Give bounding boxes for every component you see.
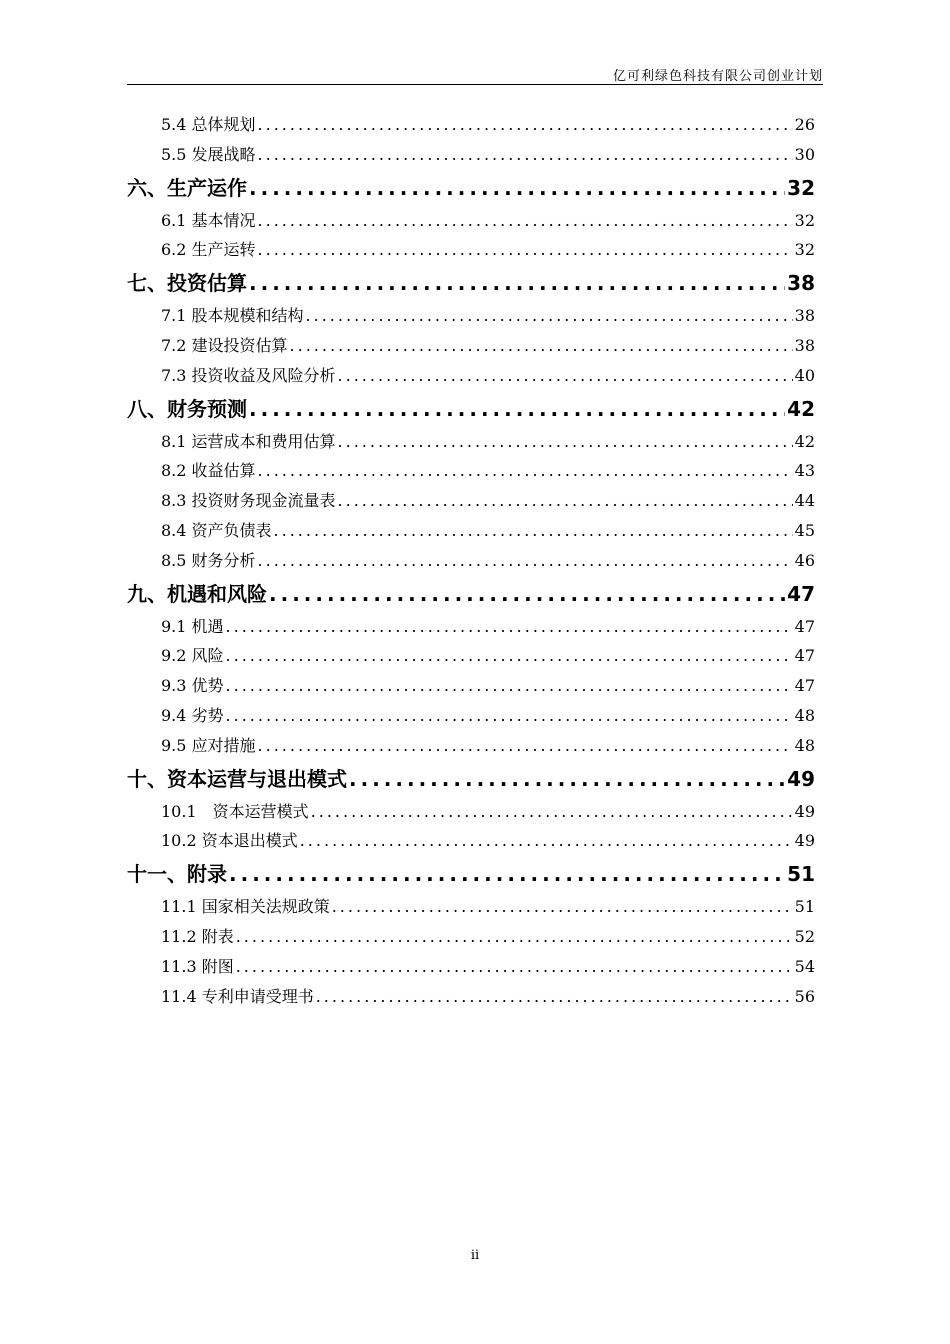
toc-entry-page: 56 — [794, 986, 815, 1006]
toc-entry-label: 6.2 生产运转 — [161, 240, 256, 260]
toc-leader-dots — [316, 982, 793, 1012]
toc-entry-label: 6.1 基本情况 — [161, 210, 256, 230]
toc-entry-page: 47 — [794, 616, 815, 636]
toc-entry-page: 49 — [794, 831, 815, 851]
toc-entry[interactable] — [127, 892, 815, 922]
toc-entry-page: 51 — [794, 897, 815, 917]
toc-entry[interactable] — [127, 826, 815, 856]
toc-entry-label: 7.3 投资收益及风险分析 — [161, 365, 336, 385]
toc-entry-page: 40 — [794, 365, 815, 385]
toc-entry[interactable] — [127, 982, 815, 1012]
toc-entry-label: 8.4 资产负债表 — [161, 520, 272, 540]
toc-leader-dots — [306, 301, 793, 331]
toc-entry[interactable] — [127, 797, 815, 827]
toc-entry-label: 5.5 发展战略 — [161, 144, 256, 164]
toc-leader-dots — [332, 892, 793, 922]
toc-leader-dots — [338, 361, 793, 391]
toc-entry[interactable] — [127, 516, 815, 546]
toc-leader-dots — [274, 516, 793, 546]
toc-entry[interactable] — [127, 427, 815, 457]
toc-entry[interactable] — [127, 486, 815, 516]
toc-entry-label: 十、资本运营与退出模式 — [127, 766, 347, 791]
document-title: 亿可利绿色科技有限公司创业计划 — [612, 69, 823, 84]
toc-leader-dots — [226, 612, 793, 642]
toc-entry[interactable] — [127, 922, 815, 952]
toc-entry-page: 32 — [794, 210, 815, 230]
toc-entry-label: 七、投资估算 — [127, 271, 247, 296]
toc-chapter-entry[interactable] — [127, 856, 815, 892]
toc-entry[interactable] — [127, 671, 815, 701]
toc-entry-label: 10.1 资本运营模式 — [161, 801, 309, 821]
toc-entry-page: 47 — [787, 581, 815, 606]
toc-entry-label: 11.2 附表 — [161, 926, 234, 946]
toc-entry-page: 42 — [794, 431, 815, 451]
toc-entry-label: 11.4 专利申请受理书 — [161, 986, 314, 1006]
toc-entry-page: 48 — [794, 705, 815, 725]
toc-entry[interactable] — [127, 731, 815, 761]
toc-entry-label: 9.5 应对措施 — [161, 735, 256, 755]
toc-entry[interactable] — [127, 612, 815, 642]
header-divider — [127, 84, 823, 85]
toc-leader-dots — [258, 731, 793, 761]
toc-entry-page: 32 — [787, 175, 815, 200]
toc-leader-dots — [290, 331, 793, 361]
toc-leader-dots — [226, 641, 793, 671]
toc-entry-label: 11.1 国家相关法规政策 — [161, 897, 330, 917]
toc-leader-dots — [349, 761, 785, 797]
toc-entry-page: 49 — [787, 766, 815, 791]
toc-leader-dots — [338, 427, 793, 457]
toc-entry[interactable] — [127, 235, 815, 265]
toc-entry[interactable] — [127, 701, 815, 731]
toc-entry[interactable] — [127, 140, 815, 170]
toc-leader-dots — [258, 206, 793, 236]
toc-entry-label: 9.4 劣势 — [161, 705, 224, 725]
toc-leader-dots — [236, 952, 793, 982]
toc-leader-dots — [269, 576, 785, 612]
toc-leader-dots — [258, 546, 793, 576]
page-number: ii — [470, 1248, 480, 1263]
toc-leader-dots — [236, 922, 793, 952]
toc-entry-label: 9.3 优势 — [161, 676, 224, 696]
toc-entry-label: 8.2 收益估算 — [161, 461, 256, 481]
toc-chapter-entry[interactable] — [127, 391, 815, 427]
toc-leader-dots — [249, 170, 785, 206]
toc-leader-dots — [338, 486, 793, 516]
toc-leader-dots — [300, 826, 793, 856]
toc-leader-dots — [249, 391, 785, 427]
toc-entry-label: 8.3 投资财务现金流量表 — [161, 491, 336, 511]
toc-entry-page: 48 — [794, 735, 815, 755]
toc-entry-label: 8.5 财务分析 — [161, 550, 256, 570]
toc-entry[interactable] — [127, 331, 815, 361]
toc-leader-dots — [258, 235, 793, 265]
toc-entry-page: 49 — [794, 801, 815, 821]
toc-entry-label: 5.4 总体规划 — [161, 115, 256, 134]
toc-entry-label: 7.1 股本规模和结构 — [161, 306, 304, 326]
toc-entry-label: 十一、附录 — [127, 862, 227, 887]
toc-entry[interactable] — [127, 361, 815, 391]
toc-chapter-entry[interactable] — [127, 576, 815, 612]
toc-entry-page: 44 — [794, 491, 815, 511]
toc-entry-page: 43 — [794, 461, 815, 481]
toc-leader-dots — [249, 265, 785, 301]
toc-entry[interactable] — [127, 641, 815, 671]
toc-leader-dots — [226, 671, 793, 701]
toc-entry-page: 38 — [794, 306, 815, 326]
toc-entry-page: 32 — [794, 240, 815, 260]
toc-leader-dots — [311, 797, 793, 827]
toc-entry[interactable] — [127, 206, 815, 236]
toc-leader-dots — [258, 456, 793, 486]
toc-entry[interactable] — [127, 952, 815, 982]
toc-entry-page: 42 — [787, 396, 815, 421]
toc-entry[interactable] — [127, 456, 815, 486]
toc-chapter-entry[interactable] — [127, 170, 815, 206]
toc-entry-label: 7.2 建设投资估算 — [161, 335, 288, 355]
toc-entry-label: 8.1 运营成本和费用估算 — [161, 431, 336, 451]
toc-entry-page: 54 — [794, 956, 815, 976]
toc-entry-page: 38 — [794, 335, 815, 355]
toc-entry-page: 30 — [794, 144, 815, 164]
toc-entry-page: 26 — [794, 115, 815, 134]
toc-chapter-entry[interactable] — [127, 265, 815, 301]
toc-entry[interactable] — [127, 301, 815, 331]
toc-leader-dots — [258, 140, 793, 170]
toc-leader-dots — [258, 110, 793, 140]
toc-entry-page: 38 — [787, 271, 815, 296]
toc-entry-label: 11.3 附图 — [161, 956, 234, 976]
toc-chapter-entry[interactable] — [127, 761, 815, 797]
toc-leader-dots — [229, 856, 785, 892]
toc-entry-label: 9.1 机遇 — [161, 616, 224, 636]
toc-entry-page: 46 — [794, 550, 815, 570]
table-of-contents — [127, 110, 815, 1011]
toc-entry[interactable] — [127, 110, 815, 140]
toc-entry-label: 10.2 资本退出模式 — [161, 831, 298, 851]
toc-entry-page: 52 — [794, 926, 815, 946]
toc-entry-page: 45 — [794, 520, 815, 540]
toc-entry-page: 47 — [794, 676, 815, 696]
toc-entry-label: 六、生产运作 — [127, 175, 247, 200]
toc-entry[interactable] — [127, 546, 815, 576]
toc-entry-label: 9.2 风险 — [161, 646, 224, 666]
toc-entry-label: 九、机遇和风险 — [127, 581, 267, 606]
toc-entry-page: 47 — [794, 646, 815, 666]
toc-leader-dots — [226, 701, 793, 731]
toc-entry-page: 51 — [787, 862, 815, 887]
toc-entry-label: 八、财务预测 — [127, 396, 247, 421]
